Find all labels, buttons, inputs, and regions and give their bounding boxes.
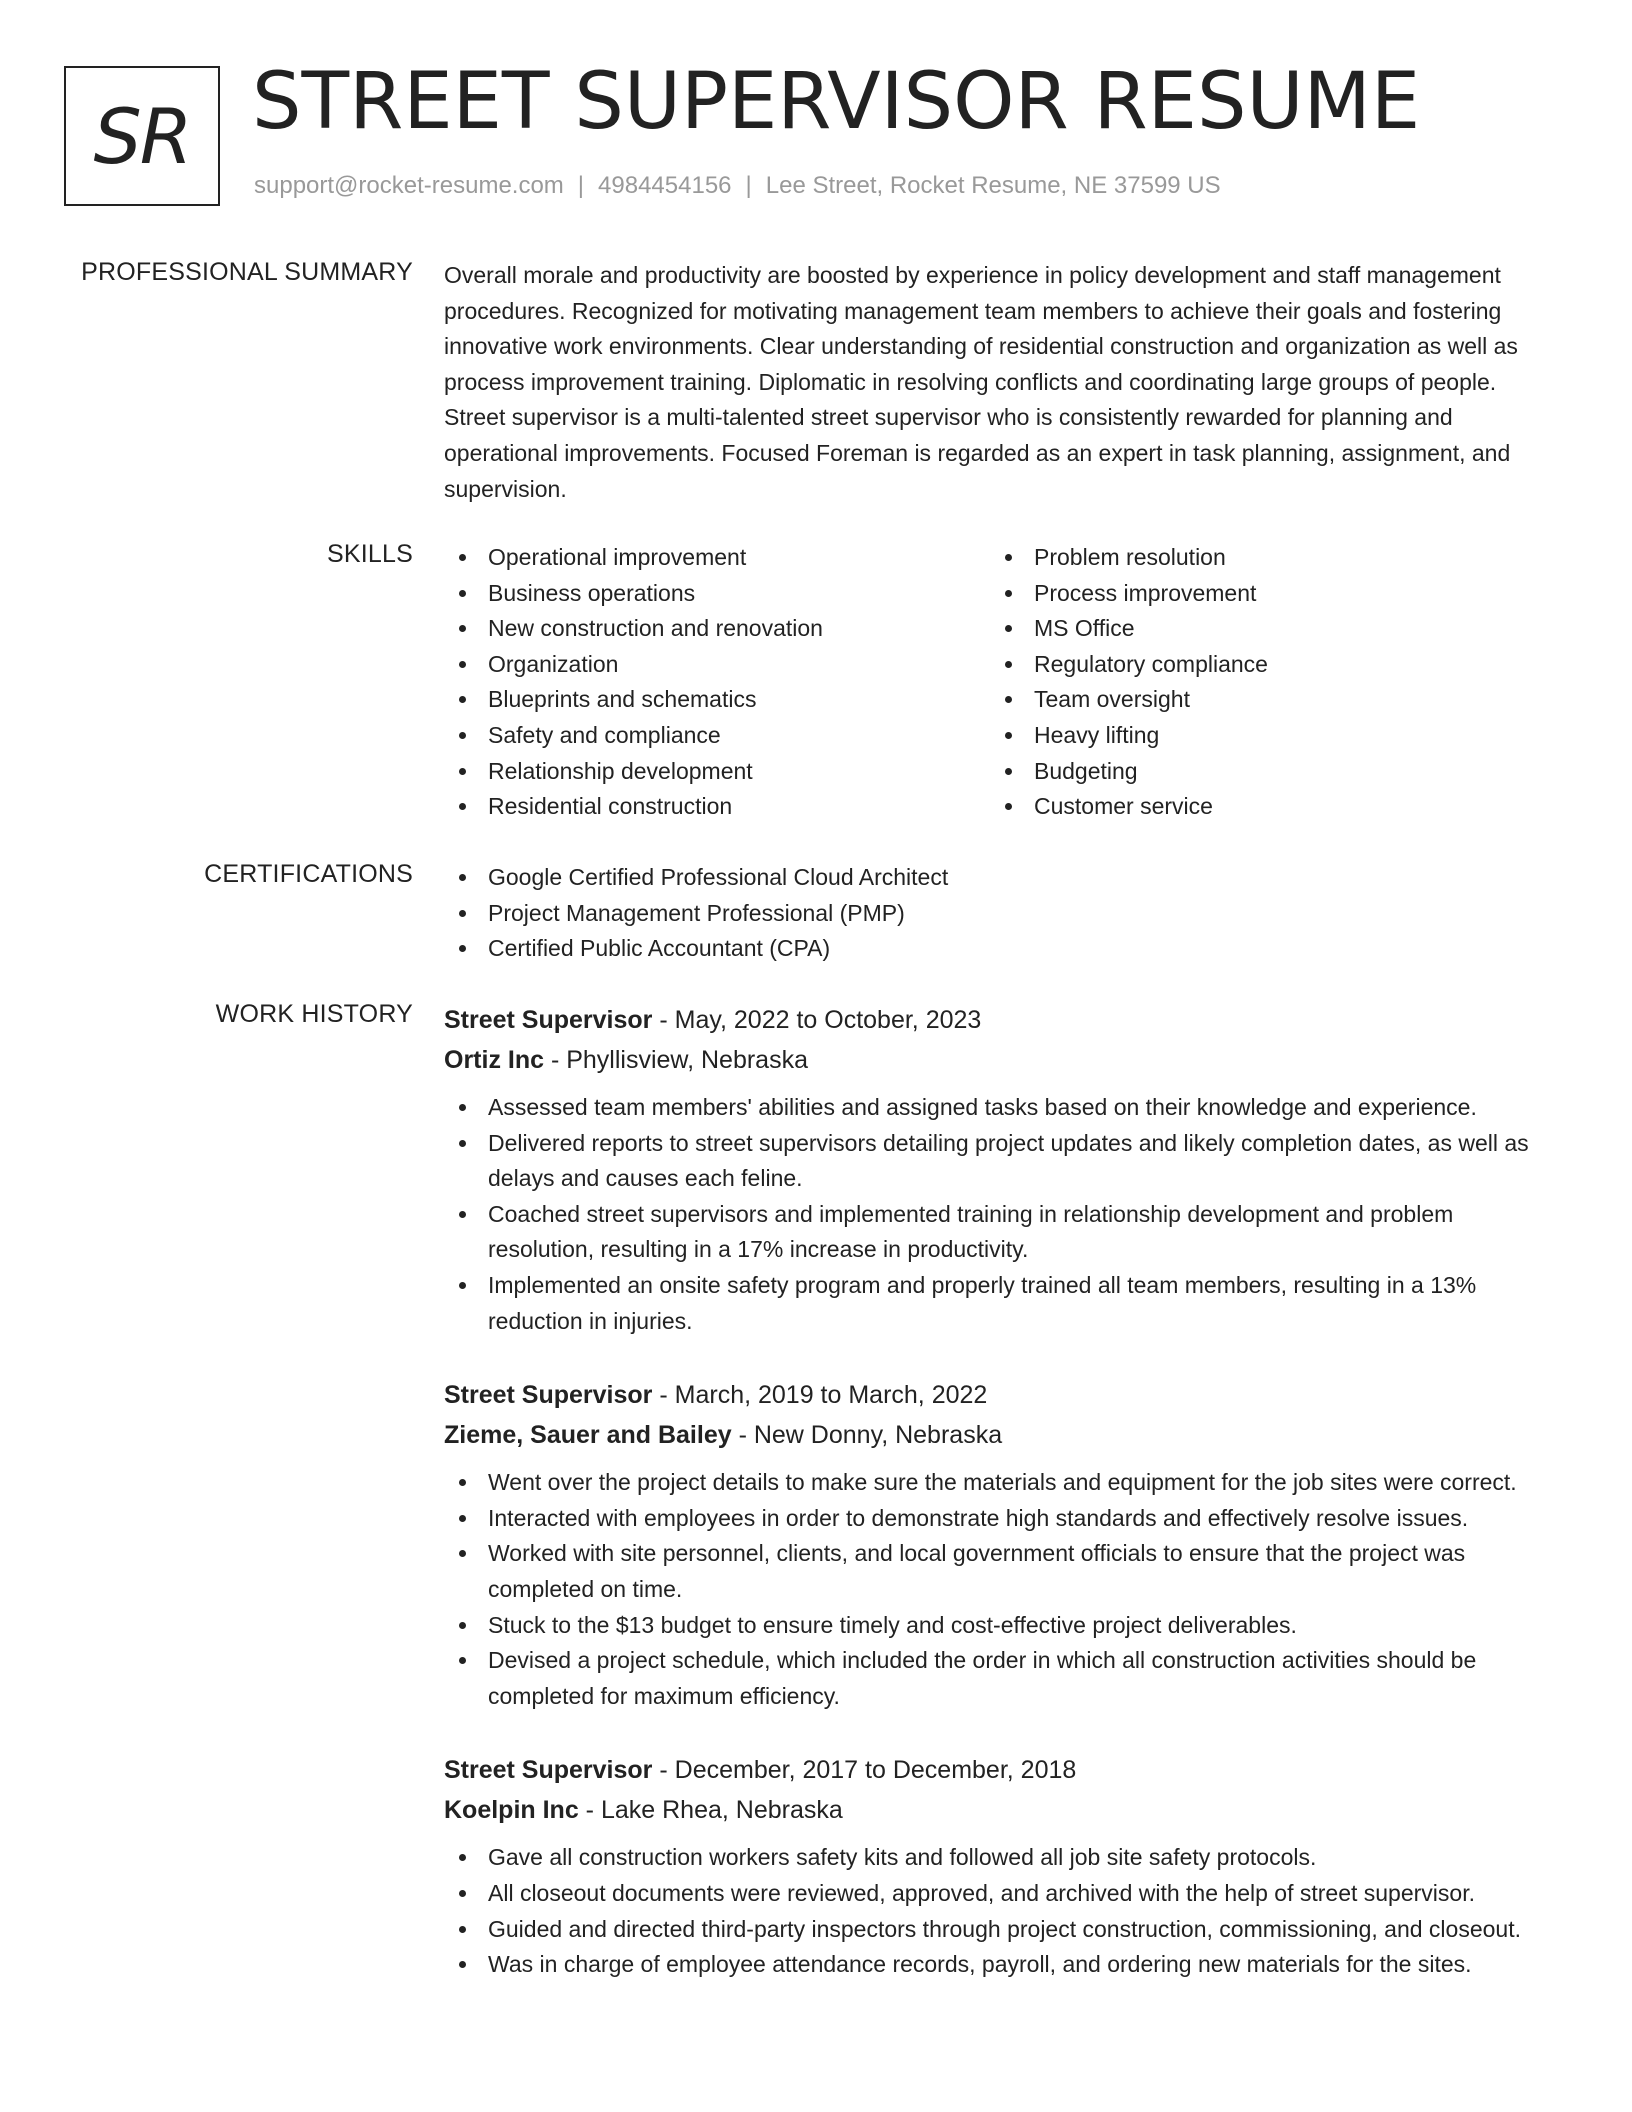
job-duty: Stuck to the $13 budget to ensure timely and cost-effective project deliverables.	[444, 1608, 1559, 1644]
summary-body	[444, 258, 1559, 507]
skills-grid	[444, 540, 1559, 825]
contact-address: Lee Street, Rocket Resume, NE 37599 US	[765, 172, 1221, 199]
certifications-list	[444, 860, 1559, 967]
job-location: - New Donny, Nebraska	[731, 1421, 1003, 1450]
job-duty: All closeout documents were reviewed, approved, and archived with the help of street supervisor.	[444, 1876, 1559, 1912]
job-title-line	[444, 1750, 1559, 1790]
skill-item: Blueprints and schematics	[444, 682, 990, 718]
job-duties-list	[444, 1465, 1559, 1714]
certification-item: Google Certified Professional Cloud Architect	[444, 860, 1559, 896]
work-history-heading: WORK HISTORY	[215, 1000, 413, 1028]
skill-item: New construction and renovation	[444, 611, 990, 647]
job-title: Street Supervisor	[444, 1381, 653, 1410]
job-title-line	[444, 1375, 1559, 1415]
certification-item: Project Management Professional (PMP)	[444, 896, 1559, 932]
job-entry	[444, 1375, 1559, 1714]
job-duty: Implemented an onsite safety program and properly trained all team members, resulting in a 13% reduction in injuries.	[444, 1268, 1559, 1339]
summary-text: Overall morale and productivity are boosted by experience in policy development and staff management procedures. Recognized for motivating management team members to achieve their goals and fostering innovative work environments. Clear understanding of residential construction and organization as well as process improvement training. Diplomatic in resolving conflicts and coordinating large groups of people. Street supervisor is a multi-talented street supervisor who is consistently rewarded for planning and operational improvements. Focused Foreman is regarded as an expert in task planning, assignment, and supervision.	[444, 262, 1518, 502]
job-title: Street Supervisor	[444, 1756, 653, 1785]
resume-title: STREET SUPERVISOR RESUME	[252, 57, 1421, 147]
job-company: Zieme, Sauer and Bailey	[444, 1421, 732, 1450]
certifications-body	[444, 860, 1559, 967]
job-duty: Worked with site personnel, clients, and local government officials to ensure that the project was completed on time.	[444, 1536, 1559, 1607]
skill-item: Business operations	[444, 576, 990, 612]
job-duties-list	[444, 1840, 1559, 1982]
job-title: Street Supervisor	[444, 1006, 653, 1034]
job-duty: Went over the project details to make sure the materials and equipment for the job sites were correct.	[444, 1465, 1559, 1501]
skill-item: Customer service	[990, 789, 1536, 825]
certification-item: Certified Public Accountant (CPA)	[444, 931, 1559, 967]
contact-email: support@rocket-resume.com	[254, 172, 564, 199]
skill-item: Residential construction	[444, 789, 990, 825]
job-duty: Coached street supervisors and implemented training in relationship development and problem resolution, resulting in a 17% increase in productivity.	[444, 1197, 1559, 1268]
job-duty: Devised a project schedule, which included the order in which all construction activities should be completed for maximum efficiency.	[444, 1643, 1559, 1714]
skill-item: Operational improvement	[444, 540, 990, 576]
skill-item: Regulatory compliance	[990, 647, 1536, 683]
skills-list-left	[444, 540, 990, 825]
skill-item: Process improvement	[990, 576, 1536, 612]
job-duty: Assessed team members' abilities and assigned tasks based on their knowledge and experience.	[444, 1090, 1559, 1126]
job-location: - Lake Rhea, Nebraska	[578, 1796, 843, 1825]
skill-item: Team oversight	[990, 682, 1536, 718]
skills-heading: SKILLS	[327, 540, 413, 568]
summary-heading: PROFESSIONAL SUMMARY	[81, 258, 413, 286]
skill-item: MS Office	[990, 611, 1536, 647]
certifications-heading: CERTIFICATIONS	[204, 860, 413, 888]
skill-item: Relationship development	[444, 754, 990, 790]
job-location: - Phyllisview, Nebraska	[544, 1046, 808, 1074]
job-duty: Interacted with employees in order to demonstrate high standards and effectively resolve issues.	[444, 1501, 1559, 1537]
contact-separator: |	[745, 172, 752, 199]
job-entry	[444, 1750, 1559, 1982]
job-duty: Delivered reports to street supervisors detailing project updates and likely completion dates, as well as delays and causes each feline.	[444, 1126, 1559, 1197]
job-company: Ortiz Inc	[444, 1046, 545, 1074]
skill-item: Heavy lifting	[990, 718, 1536, 754]
monogram-logo: SR	[64, 66, 220, 206]
skill-item: Problem resolution	[990, 540, 1536, 576]
job-dates: - December, 2017 to December, 2018	[652, 1756, 1077, 1785]
job-company-line	[444, 1040, 1559, 1080]
contact-line	[254, 172, 1221, 200]
job-duties-list	[444, 1090, 1559, 1339]
job-duty: Gave all construction workers safety kits and followed all job site safety protocols.	[444, 1840, 1559, 1876]
skill-item: Safety and compliance	[444, 718, 990, 754]
job-dates: - May, 2022 to October, 2023	[652, 1006, 982, 1034]
job-title-line	[444, 1000, 1559, 1040]
skills-list-right	[990, 540, 1536, 825]
job-duty: Was in charge of employee attendance records, payroll, and ordering new materials for the sites.	[444, 1947, 1559, 1983]
job-duty: Guided and directed third-party inspectors through project construction, commissioning, and closeout.	[444, 1912, 1559, 1948]
job-dates: - March, 2019 to March, 2022	[652, 1381, 988, 1410]
skill-item: Budgeting	[990, 754, 1536, 790]
contact-separator: |	[577, 172, 585, 199]
job-company-line	[444, 1415, 1559, 1455]
job-entry	[444, 1000, 1559, 1339]
job-company-line	[444, 1790, 1559, 1830]
contact-phone: 4984454156	[598, 172, 732, 199]
skill-item: Organization	[444, 647, 990, 683]
work-history-body	[444, 1000, 1559, 2019]
job-company: Koelpin Inc	[444, 1796, 579, 1825]
